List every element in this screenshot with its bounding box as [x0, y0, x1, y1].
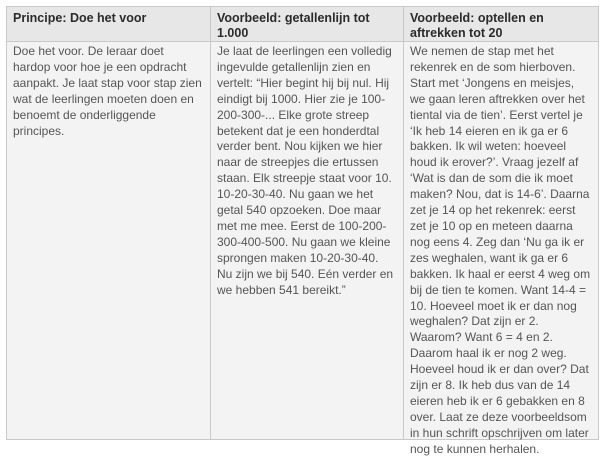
table-column-number-line	[211, 7, 404, 439]
cell-principle-description: Doe het voor. De leraar doet hardop voor hoe je een opdracht aanpakt. Je laat stap voor stap zien wat de leerlingen moeten doen en benoemt de onderliggende principes.	[7, 42, 210, 439]
column-header-add-subtract: Voorbeeld: optellen en aftrekken tot 20	[404, 7, 598, 42]
cell-number-line-example: Je laat de leerlingen een volledig ingevulde getallenlijn zien en vertelt: “Hier begint hij bij nul. Hij eindigt bij 1000. Hier zie je 100-200-300-... Elke grote streep betekent dat je een honderdtal verder bent. Nou kijken we hier naar de streepjes die ertussen staan. Elk streepje staat voor 10. 10-20-30-40. Nu gaan we het getal 540 opzoeken. Doe maar met me mee. Eerst de 100-200-300-400-500. Nu gaan we kleine sprongen maken 10-20-30-40. Nu zijn we bij 540. Eén verder en we hebben 541 bereikt.”	[211, 42, 403, 439]
table-column-principle	[7, 7, 211, 439]
comparison-table	[6, 6, 599, 456]
column-header-number-line: Voorbeeld: getallenlijn tot 1.000	[211, 7, 403, 42]
cell-add-subtract-example: We nemen de stap met het rekenrek en de som hierboven. Start met ‘Jongens en meisjes, we gaan leren aftrekken over het tiental via de tien’. Eerst vertel je ‘Ik heb 14 eieren en ik ga er 6 bakken. Ik wil weten: hoeveel houd ik erover?’. Vraag jezelf af ‘Wat is dan de som die ik moet maken? Nou, dat is 14-6’. Daarna zet je 14 op het rekenrek: eerst zet je 10 op en meteen daarna nog eens 4. Zeg dan ‘Nu ga ik er zes weghalen, want ik ga er 6 bakken. Ik haal er eerst 4 weg om bij de tien te komen. Want 14-4 = 10. Hoeveel moet ik er dan nog weghalen? Dat zijn er 2. Waarom? Want 6 = 4 en 2. Daarom haal ik er nog 2 weg. Hoeveel houd ik er dan over? Dat zijn er 8. Ik heb dus van de 14 eieren heb ik er 6 gebakken en 8 over. Laat ze deze voorbeeldsom in hun schrift opschrijven om later nog te kunnen herhalen.	[404, 42, 598, 439]
column-header-principle: Principe: Doe het voor	[7, 7, 210, 42]
table-column-add-subtract	[404, 7, 598, 456]
